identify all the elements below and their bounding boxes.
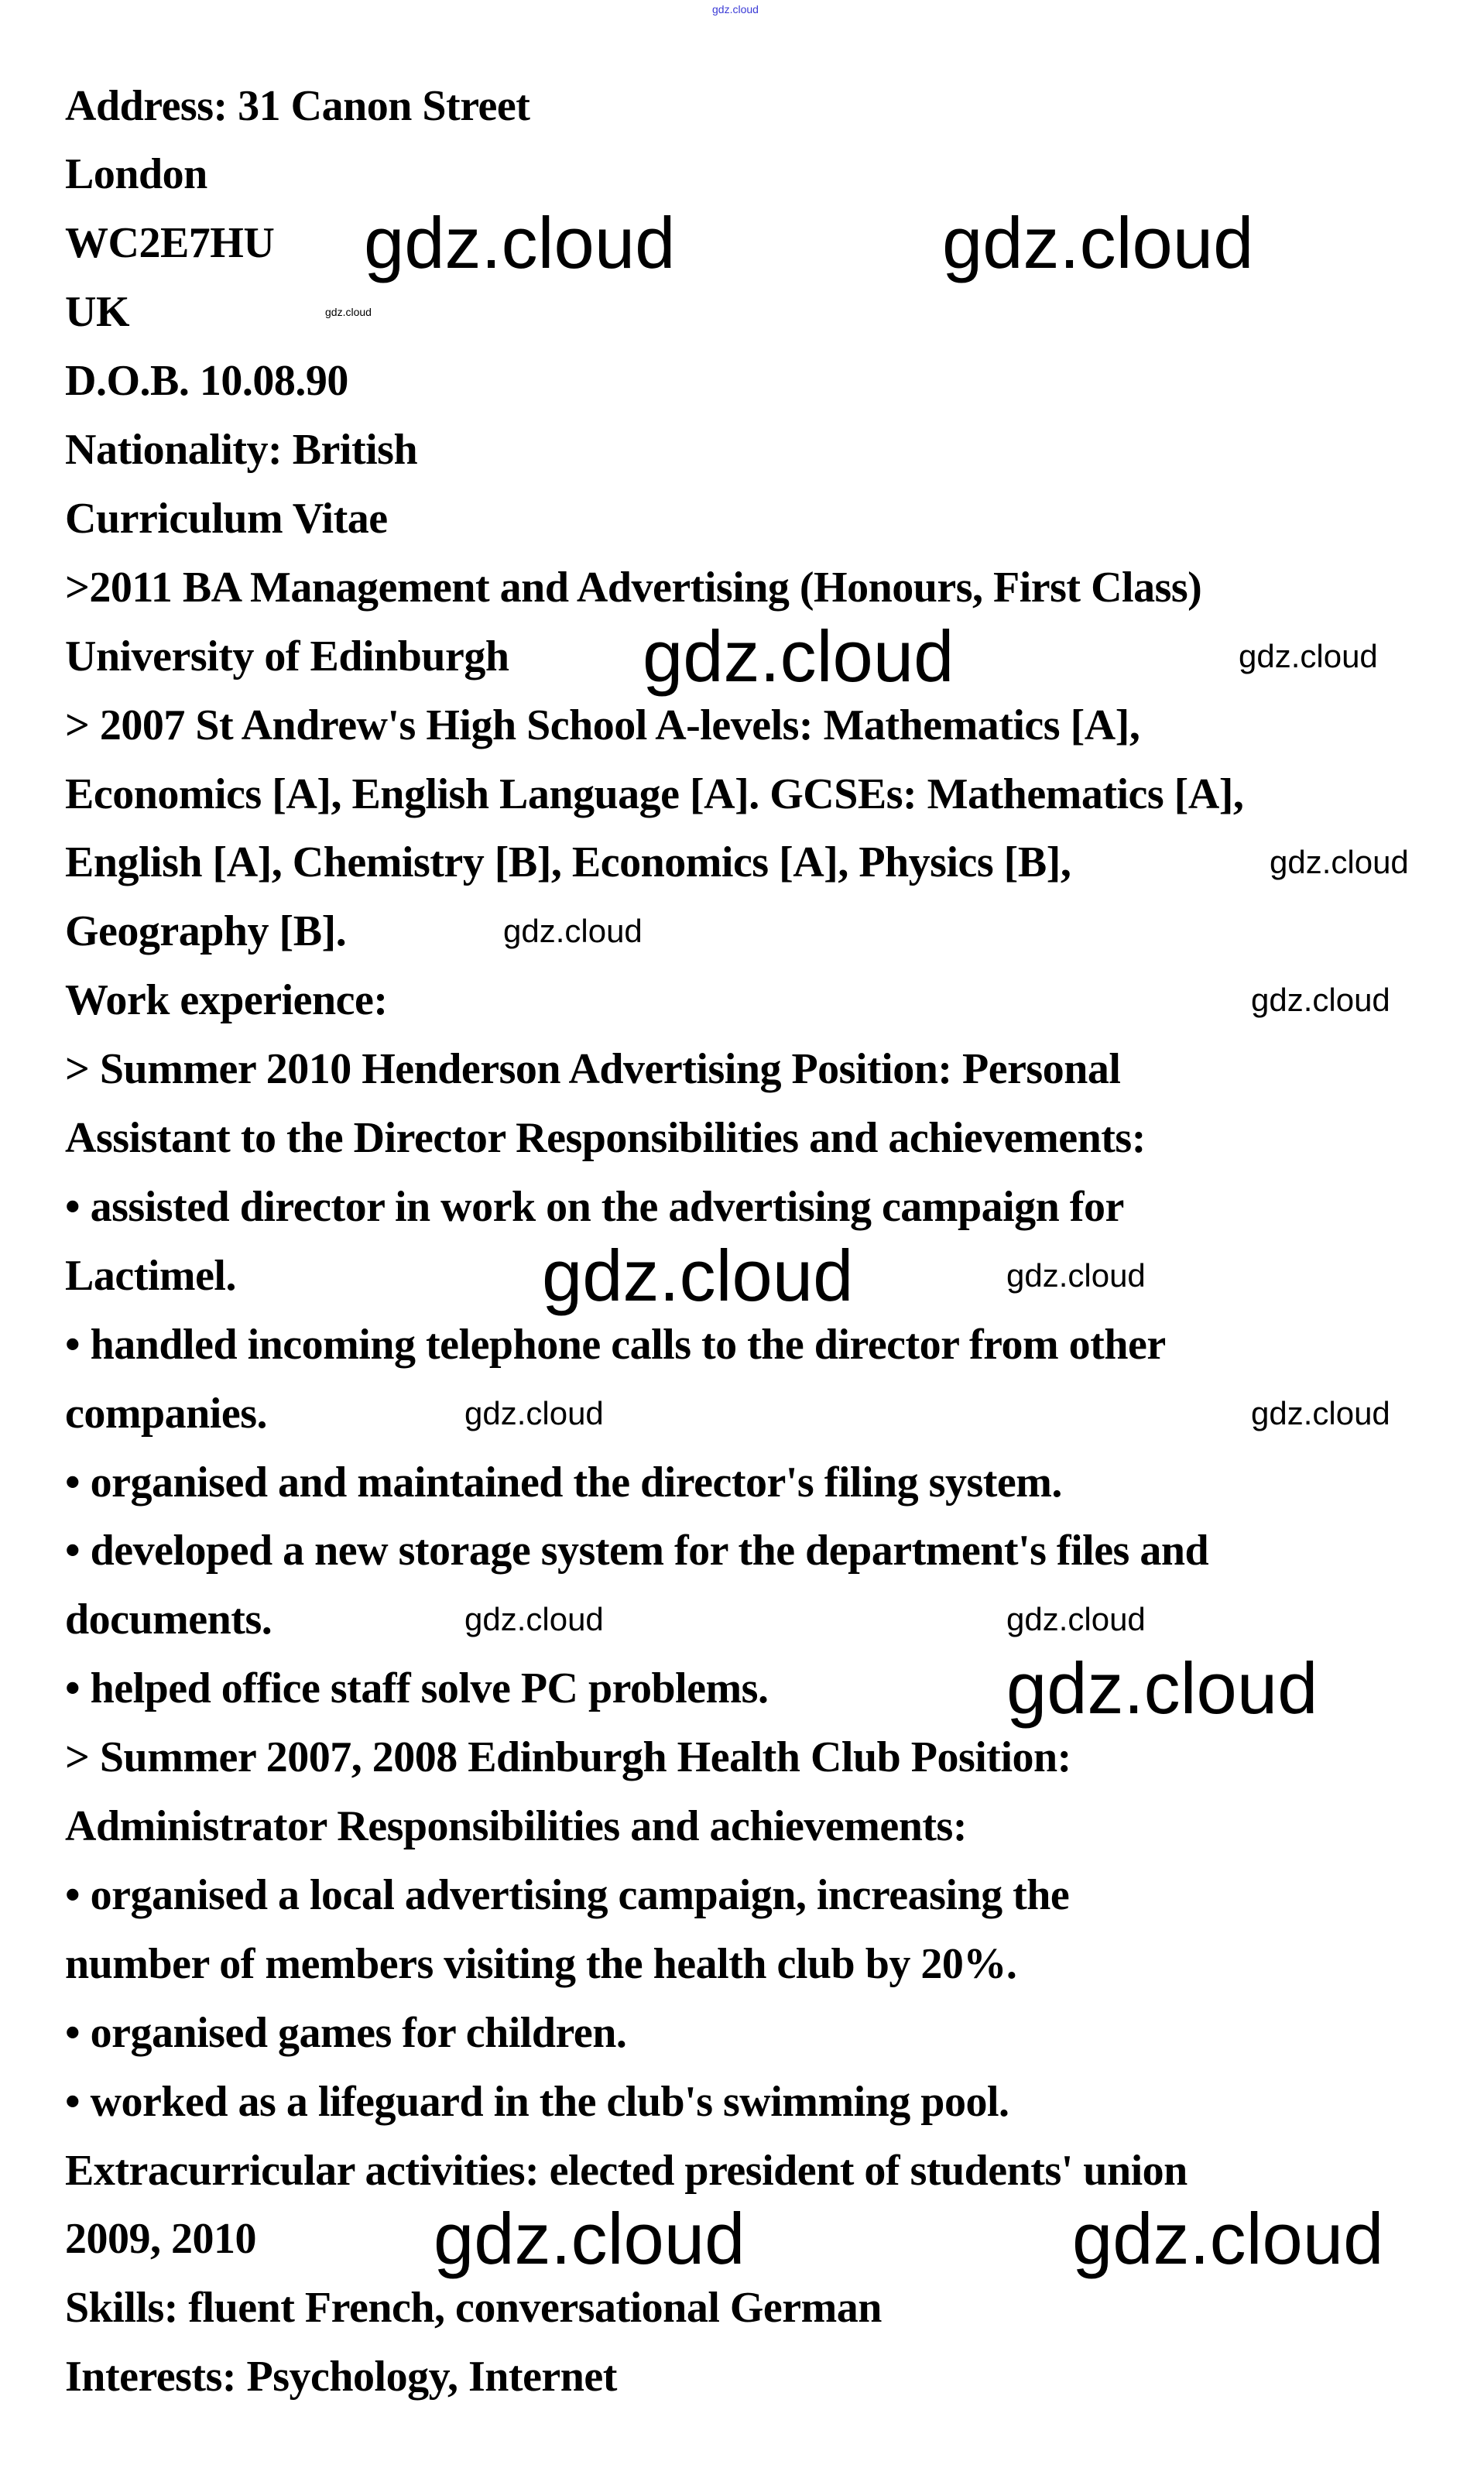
cv-line: > Summer 2007, 2008 Edinburgh Health Club Position: [65,1733,1071,1782]
cv-line: companies. [65,1389,267,1438]
cv-line: Lactimel. [65,1251,236,1300]
watermark-large: gdz.cloud [1072,2198,1384,2279]
watermark-small: gdz.cloud [1006,1601,1146,1637]
cv-line: Work experience: [65,976,388,1025]
cv-line: • handled incoming telephone calls to the director from other [65,1320,1166,1369]
cv-line: Nationality: British [65,426,418,474]
cv-line: Assistant to the Director Responsibilities and achievements: [65,1114,1146,1162]
cv-line: Administrator Responsibilities and achievements: [65,1802,967,1850]
cv-line: • helped office staff solve PC problems. [65,1664,769,1713]
cv-line: documents. [65,1596,272,1644]
cv-line: • worked as a lifeguard in the club's swimming pool. [65,2077,1009,2126]
cv-line: Extracurricular activities: elected president of students' union [65,2146,1188,2195]
cv-line: 2009, 2010 [65,2215,256,2264]
cv-line: English [A], Chemistry [B], Economics [A], Physics [B], [65,838,1071,887]
cv-line: • organised games for children. [65,2008,627,2057]
cv-line: Geography [B]. [65,907,347,956]
watermark-large: gdz.cloud [434,2198,745,2279]
watermark-small: gdz.cloud [1270,844,1409,880]
watermark-large: gdz.cloud [542,1235,854,1316]
watermark-large: gdz.cloud [643,615,954,697]
cv-line: Economics [A], English Language [A]. GCSEs: Mathematics [A], [65,770,1244,818]
watermark-small: gdz.cloud [503,913,643,949]
watermark-small: gdz.cloud [1239,638,1378,674]
cv-line: number of members visiting the health club by 20%. [65,1939,1017,1988]
watermark-small: gdz.cloud [1006,1257,1146,1294]
cv-line: Interests: Psychology, Internet [65,2353,617,2401]
cv-line: Skills: fluent French, conversational German [65,2284,882,2333]
cv-line: University of Edinburgh [65,632,509,680]
watermark-small: gdz.cloud [1251,1395,1390,1431]
cv-line: Curriculum Vitae [65,494,388,543]
cv-line: > Summer 2010 Henderson Advertising Position: Personal [65,1045,1121,1094]
watermark-tiny: gdz.cloud [325,306,372,318]
cv-line: • developed a new storage system for the department's files and [65,1527,1209,1575]
cv-line: D.O.B. 10.08.90 [65,357,348,406]
watermark-large: gdz.cloud [1006,1647,1318,1729]
cv-line: UK [65,288,129,337]
cv-line: • assisted director in work on the advertising campaign for [65,1182,1124,1231]
watermark-large: gdz.cloud [942,202,1254,283]
cv-line: > 2007 St Andrew's High School A-levels: Mathematics [A], [65,701,1140,749]
cv-line: • organised a local advertising campaign, increasing the [65,1870,1070,1919]
cv-line: >2011 BA Management and Advertising (Honours, First Class) [65,563,1202,612]
watermark-large: gdz.cloud [364,202,676,283]
watermark-small: gdz.cloud [464,1601,604,1637]
cv-line: London [65,150,207,199]
watermark-small: gdz.cloud [464,1395,604,1431]
watermark-top: gdz.cloud [712,3,759,15]
watermark-small: gdz.cloud [1251,982,1390,1018]
cv-line: Address: 31 Canon Street [65,81,530,130]
cv-line: • organised and maintained the director's filing system. [65,1458,1062,1507]
cv-line: WC2E7HU [65,219,275,268]
